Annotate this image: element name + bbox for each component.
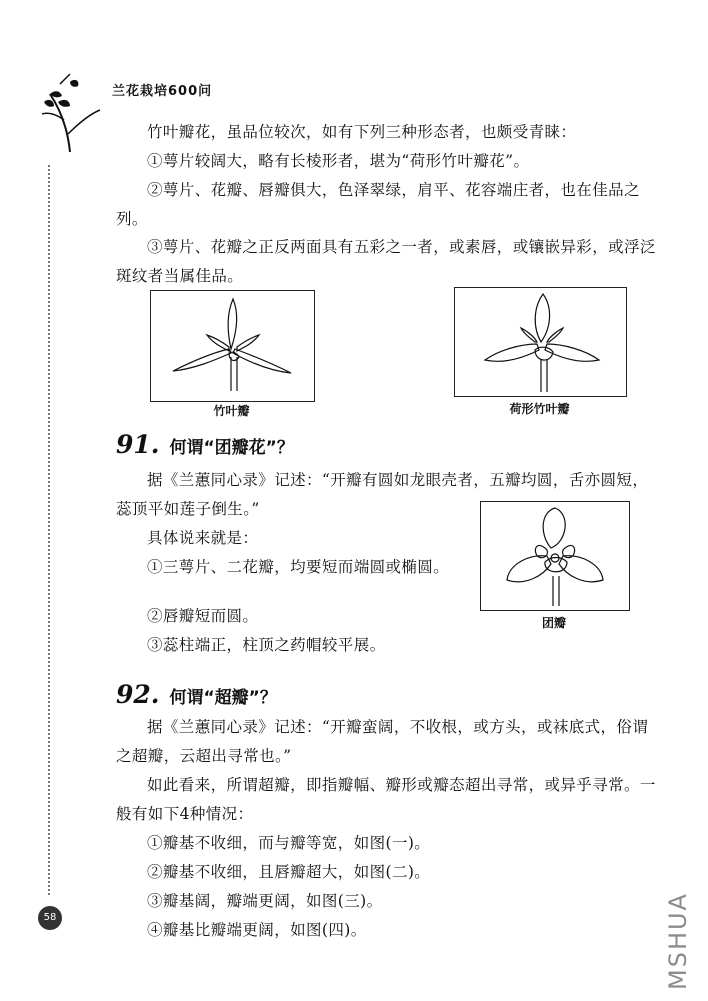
figure-caption: 团瓣 (541, 616, 566, 630)
question-title: 何谓“团瓣花”？ (169, 438, 294, 458)
orchid-logo-icon (40, 72, 102, 158)
book-title: 兰花栽培600问 (112, 84, 213, 99)
q91-line: 具体说来就是： (147, 529, 259, 547)
figure-caption: 荷形竹叶瓣 (509, 402, 570, 416)
q91-line: ②唇瓣短而圆。 (147, 607, 259, 625)
lotus-shaped-orchid-drawing (455, 288, 626, 396)
q92-line: ①瓣基不收细，而与瓣等宽，如图(一)。 (147, 834, 431, 852)
figure-caption: 竹叶瓣 (213, 404, 250, 418)
q92-quote: 据《兰蕙同心录》记述：“开瓣蛮阔，不收根，或方头，或袜底式，俗谓之超瓣，云超出寻常也。” (116, 718, 649, 765)
q92-line: ③瓣基阔，瓣端更阔，如图(三)。 (147, 892, 383, 910)
q91-line: ③蕊柱端正，柱顶之药帽较平展。 (147, 636, 386, 654)
page-number: 58 (38, 906, 62, 930)
bamboo-leaf-orchid-drawing (151, 291, 314, 401)
figure-bamboo-leaf-petal (150, 290, 315, 402)
round-petal-orchid-drawing (481, 502, 629, 610)
figure-round-petal (480, 501, 630, 611)
intro-item-2: ②萼片、花瓣、唇瓣俱大，色泽翠绿，肩平、花容端庄者，也在佳品之列。 (116, 181, 640, 228)
watermark: MSHUA (664, 892, 692, 990)
intro-paragraph: 竹叶瓣花，虽品位较次，如有下列三种形态者，也颇受青睐： (147, 123, 577, 141)
question-title: 何谓“超瓣”？ (169, 688, 277, 708)
q92-line: ②瓣基不收细，且唇瓣超大，如图(二)。 (147, 863, 431, 881)
question-number: 92. (116, 680, 160, 709)
q91-quote: 据《兰蕙同心录》记述：“开瓣有圆如龙眼壳者，五瓣均圆，舌亦圆短，蕊顶平如莲子倒生。” (116, 471, 649, 518)
q92-line: 如此看来，所谓超瓣，即指瓣幅、瓣形或瓣态超出寻常，或异乎寻常。一般有如下4种情况： (116, 776, 656, 823)
question-91-heading (116, 430, 294, 459)
intro-item-3: ③萼片、花瓣之正反两面具有五彩之一者，或素唇，或镶嵌异彩，或浮泛斑纹者当属佳品。 (116, 238, 656, 285)
question-number: 91. (116, 430, 160, 459)
q91-line: ①三萼片、二花瓣，均要短而端圆或椭圆。 (147, 558, 450, 576)
figure-lotus-bamboo-leaf-petal (454, 287, 627, 397)
intro-item-1: ①萼片较阔大，略有长棱形者，堪为“荷形竹叶瓣花”。 (147, 152, 530, 170)
q92-line: ④瓣基比瓣端更阔，如图(四)。 (147, 921, 367, 939)
margin-dotted-line (48, 165, 50, 895)
question-92-heading (116, 680, 277, 709)
